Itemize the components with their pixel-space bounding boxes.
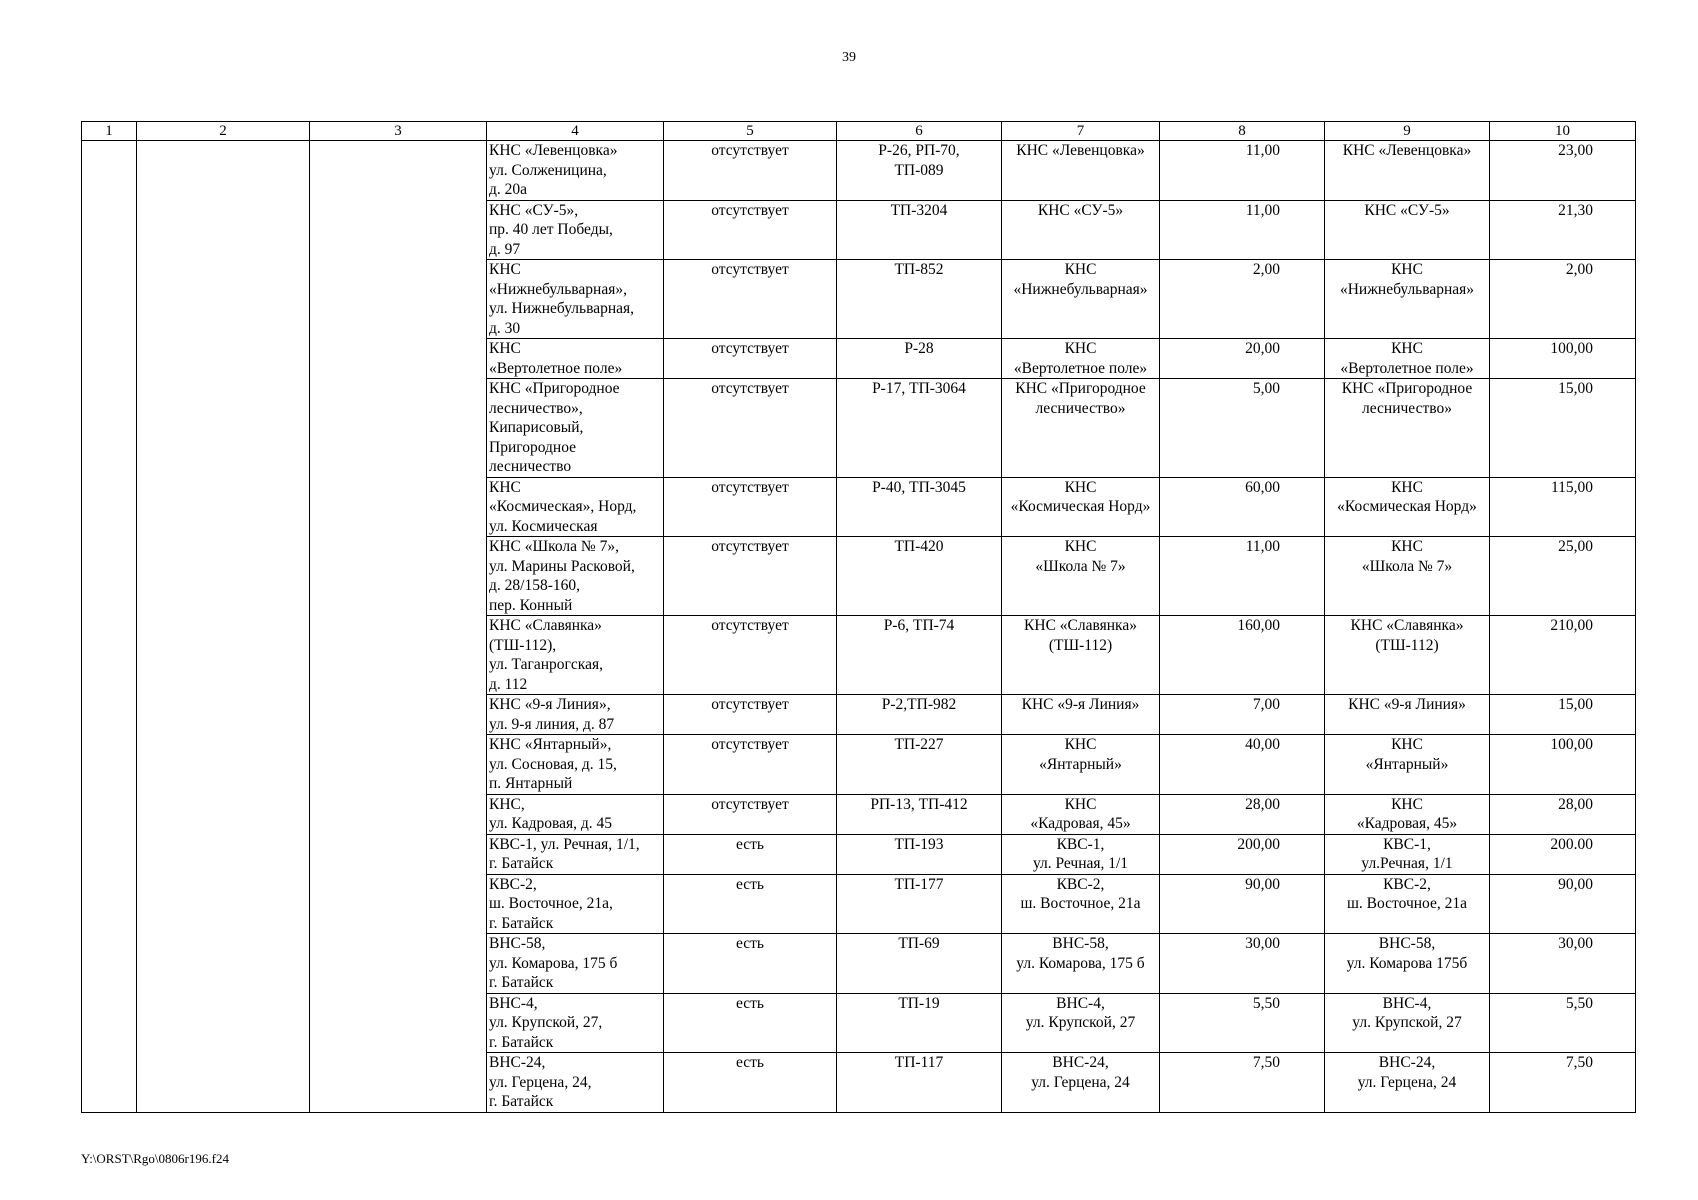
cell-col10: 7,50 bbox=[1490, 1053, 1636, 1113]
cell-col10: 90,00 bbox=[1490, 874, 1636, 934]
cell-line: КНС bbox=[1391, 261, 1423, 278]
cell-line: г. Батайск bbox=[489, 974, 554, 991]
cell-line: д. 28/158-160, bbox=[489, 577, 580, 594]
cell-line: ул. 9-я линия, д. 87 bbox=[489, 715, 615, 733]
cell-line: КНС bbox=[489, 261, 521, 278]
cell-col7 bbox=[1002, 477, 1160, 537]
cell-line: ш. Восточное, 21а bbox=[1347, 895, 1467, 912]
cell-line: «Космическая», Норд, bbox=[489, 498, 637, 515]
cell-col4 bbox=[487, 200, 664, 260]
cell-line: ш. Восточное, 21а, bbox=[489, 895, 613, 912]
cell-col7 bbox=[1002, 834, 1160, 874]
cell-col8: 7,50 bbox=[1160, 1053, 1325, 1113]
cell-line: ТП-227 bbox=[894, 736, 944, 753]
cell-line: КНС «Пригородное bbox=[1341, 380, 1473, 397]
cell-line: Р-26, РП-70, bbox=[878, 142, 960, 159]
cell-line: КВС-1, bbox=[1056, 835, 1105, 853]
cell-line: ВНС-58, bbox=[1378, 935, 1436, 952]
cell-col8: 200,00 bbox=[1160, 834, 1325, 874]
cell-col6 bbox=[837, 874, 1002, 934]
cell-line: КНС bbox=[1064, 736, 1097, 753]
cell-col9 bbox=[1325, 477, 1490, 537]
cell-line: лесничество» bbox=[1035, 399, 1126, 417]
cell-col8: 20,00 bbox=[1160, 339, 1325, 379]
table-body bbox=[82, 141, 1636, 1113]
cell-line: КНС «9-я Линия» bbox=[1348, 696, 1466, 713]
cell-line: г. Батайск bbox=[489, 1033, 554, 1051]
header-row bbox=[82, 122, 1636, 141]
cell-col9 bbox=[1325, 695, 1490, 735]
column-header-1: 1 bbox=[82, 122, 137, 141]
cell-line: ВНС-4, bbox=[489, 994, 538, 1012]
cell-line: ул. Комарова, 175 б bbox=[1016, 954, 1145, 972]
cell-line: Р-17, ТП-3064 bbox=[872, 380, 966, 397]
cell-line: «Вертолетное поле» bbox=[1013, 359, 1148, 377]
cell-col7 bbox=[1002, 616, 1160, 695]
cell-col4 bbox=[487, 141, 664, 201]
cell-col9 bbox=[1325, 339, 1490, 379]
cell-col9 bbox=[1325, 934, 1490, 994]
cell-col10: 200.00 bbox=[1490, 834, 1636, 874]
cell-col9 bbox=[1325, 735, 1490, 795]
cell-line: есть bbox=[736, 1054, 764, 1071]
cell-line: Кипарисовый, bbox=[489, 419, 584, 436]
cell-col6 bbox=[837, 379, 1002, 478]
cell-line: РП-13, ТП-412 bbox=[870, 795, 968, 813]
cell-col7 bbox=[1002, 993, 1160, 1053]
cell-line: «Вертолетное поле» bbox=[1340, 359, 1474, 377]
cell-col10: 25,00 bbox=[1490, 537, 1636, 616]
cell-line: ТП-420 bbox=[894, 538, 944, 555]
cell-line: ул. Герцена, 24 bbox=[1357, 1073, 1457, 1091]
cell-line: ул. Крупской, 27 bbox=[1025, 1014, 1136, 1031]
cell-line: «Нижнебульварная», bbox=[489, 280, 627, 298]
cell-col9 bbox=[1325, 260, 1490, 339]
cell-col6 bbox=[837, 477, 1002, 537]
cell-line: КНС, bbox=[489, 795, 525, 813]
cell-line: п. Янтарный bbox=[489, 775, 573, 792]
cell-col7 bbox=[1002, 141, 1160, 201]
cell-col5 bbox=[664, 260, 837, 339]
cell-col5 bbox=[664, 794, 837, 834]
column-header-10: 10 bbox=[1490, 122, 1636, 141]
cell-line: г. Батайск bbox=[489, 914, 554, 932]
cell-line: «Янтарный» bbox=[1365, 755, 1449, 773]
cell-col6 bbox=[837, 141, 1002, 201]
cell-line: отсутствует bbox=[711, 538, 789, 555]
cell-col7 bbox=[1002, 695, 1160, 735]
cell-line: ул. Солженицина, bbox=[489, 161, 607, 179]
cell-line: лесничество», bbox=[489, 399, 583, 417]
cell-col8: 7,00 bbox=[1160, 695, 1325, 735]
cell-line: КНС bbox=[489, 478, 521, 496]
cell-col4 bbox=[487, 874, 664, 934]
cell-line: «Школа № 7» bbox=[1361, 557, 1453, 575]
cell-col5 bbox=[664, 735, 837, 795]
cell-line: отсутствует bbox=[711, 142, 789, 159]
cell-line: ТП-193 bbox=[894, 835, 944, 853]
cell-col6 bbox=[837, 934, 1002, 994]
cell-line: ул. Космическая bbox=[489, 517, 598, 535]
cell-line: КНС bbox=[1064, 340, 1097, 357]
cell-col5 bbox=[664, 200, 837, 260]
cell-col4 bbox=[487, 834, 664, 874]
cell-col9 bbox=[1325, 379, 1490, 478]
cell-line: ВНС-58, bbox=[1052, 935, 1109, 952]
cell-col10: 21,30 bbox=[1490, 200, 1636, 260]
cell-col7 bbox=[1002, 735, 1160, 795]
cell-col9 bbox=[1325, 1053, 1490, 1113]
cell-line: ул.Речная, 1/1 bbox=[1361, 855, 1453, 872]
cell-col6 bbox=[837, 339, 1002, 379]
cell-line: ул. Комарова, 175 б bbox=[489, 954, 618, 972]
cell-col7 bbox=[1002, 794, 1160, 834]
cell-col4 bbox=[487, 339, 664, 379]
cell-line: КНС «9-я Линия», bbox=[489, 696, 611, 713]
cell-col8: 11,00 bbox=[1160, 141, 1325, 201]
cell-line: отсутствует bbox=[711, 261, 789, 278]
cell-col5 bbox=[664, 339, 837, 379]
cell-line: КНС «Левенцовка» bbox=[1016, 142, 1145, 159]
cell-line: КНС bbox=[1391, 478, 1423, 496]
cell-line: отсутствует bbox=[711, 380, 789, 397]
cell-col8: 28,00 bbox=[1160, 794, 1325, 834]
cell-col6 bbox=[837, 537, 1002, 616]
cell-col4 bbox=[487, 260, 664, 339]
cell-col4 bbox=[487, 537, 664, 616]
cell-line: отсутствует bbox=[711, 736, 789, 753]
cell-line: КНС «Левенцовка» bbox=[1342, 142, 1472, 159]
cell-col7 bbox=[1002, 1053, 1160, 1113]
cell-col5 bbox=[664, 379, 837, 478]
cell-col6 bbox=[837, 993, 1002, 1053]
cell-col8: 5,00 bbox=[1160, 379, 1325, 478]
cell-col7 bbox=[1002, 260, 1160, 339]
cell-line: КНС «СУ-5», bbox=[489, 201, 579, 219]
cell-col4 bbox=[487, 379, 664, 478]
cell-line: КНС «Левенцовка» bbox=[489, 142, 618, 159]
column-header-5: 5 bbox=[664, 122, 837, 141]
cell-line: КНС bbox=[1064, 261, 1097, 278]
cell-col9 bbox=[1325, 794, 1490, 834]
cell-col8: 160,00 bbox=[1160, 616, 1325, 695]
cell-line: КНС bbox=[1391, 795, 1423, 813]
cell-line: д. 20а bbox=[489, 181, 528, 198]
cell-line: отсутствует bbox=[711, 340, 789, 357]
cell-line: (ТШ-112) bbox=[1048, 636, 1113, 654]
page-number: 39 bbox=[842, 50, 856, 65]
cell-col7 bbox=[1002, 200, 1160, 260]
cell-col6 bbox=[837, 735, 1002, 795]
cell-col5 bbox=[664, 616, 837, 695]
cell-line: ул. Марины Расковой, bbox=[489, 557, 635, 575]
cell-col5 bbox=[664, 874, 837, 934]
cell-col10: 100,00 bbox=[1490, 735, 1636, 795]
column-header-9: 9 bbox=[1325, 122, 1490, 141]
cell-line: ул. Кадровая, д. 45 bbox=[489, 815, 612, 832]
cell-line: «Школа № 7» bbox=[1035, 557, 1126, 575]
cell-line: есть bbox=[736, 994, 764, 1012]
cell-line: отсутствует bbox=[711, 696, 789, 713]
cell-col8: 30,00 bbox=[1160, 934, 1325, 994]
cell-col5 bbox=[664, 477, 837, 537]
cell-line: «Янтарный» bbox=[1039, 755, 1122, 773]
column-header-6: 6 bbox=[837, 122, 1002, 141]
cell-line: КНС «Славянка» bbox=[1350, 617, 1464, 634]
cell-col8: 11,00 bbox=[1160, 537, 1325, 616]
cell-line: ул. Крупской, 27 bbox=[1352, 1014, 1462, 1031]
cell-line: отсутствует bbox=[711, 795, 789, 813]
cell-col7 bbox=[1002, 339, 1160, 379]
cell-line: КНС «СУ-5» bbox=[1037, 201, 1124, 219]
cell-col10: 100,00 bbox=[1490, 339, 1636, 379]
footer-file-path: Y:\ORST\Rgo\0806r196.f24 bbox=[81, 1151, 229, 1166]
table-header bbox=[82, 122, 1636, 141]
cell-line: КНС «Славянка» bbox=[489, 617, 602, 634]
cell-line: лесничество» bbox=[1362, 399, 1452, 417]
cell-line: ВНС-4, bbox=[1056, 994, 1105, 1012]
cell-line: отсутствует bbox=[711, 478, 789, 496]
cell-col4 bbox=[487, 794, 664, 834]
cell-line: ТП-19 bbox=[898, 994, 940, 1012]
cell-col5 bbox=[664, 537, 837, 616]
cell-line: Пригородное bbox=[489, 438, 577, 456]
cell-line: ул. Герцена, 24, bbox=[489, 1073, 592, 1091]
cell-line: ВНС-4, bbox=[1382, 994, 1432, 1012]
cell-col10: 115,00 bbox=[1490, 477, 1636, 537]
cell-col5 bbox=[664, 1053, 837, 1113]
cell-col8: 90,00 bbox=[1160, 874, 1325, 934]
cell-line: «Кадровая, 45» bbox=[1356, 815, 1458, 832]
cell-col4 bbox=[487, 695, 664, 735]
cell-line: есть bbox=[736, 875, 764, 893]
cell-line: Р-2,ТП-982 bbox=[881, 696, 957, 713]
cell-col5 bbox=[664, 934, 837, 994]
cell-col10: 5,50 bbox=[1490, 993, 1636, 1053]
cell-line: д. 112 bbox=[489, 675, 528, 693]
cell-line: КНС bbox=[1391, 340, 1423, 357]
cell-col5 bbox=[664, 695, 837, 735]
cell-line: КНС bbox=[1064, 795, 1097, 813]
cell-line: КНС «Славянка» bbox=[1024, 617, 1137, 634]
cell-col6 bbox=[837, 616, 1002, 695]
cell-col5 bbox=[664, 993, 837, 1053]
cell-line: (ТШ-112), bbox=[489, 636, 557, 654]
cell-col9 bbox=[1325, 874, 1490, 934]
empty-cell-col1 bbox=[82, 141, 137, 1113]
cell-line: д. 30 bbox=[489, 319, 521, 337]
cell-line: ул. Речная, 1/1 bbox=[1032, 855, 1129, 872]
column-header-8: 8 bbox=[1160, 122, 1325, 141]
cell-line: ТП-69 bbox=[898, 935, 940, 952]
cell-line: КНС «Школа № 7», bbox=[489, 538, 619, 555]
cell-line: ТП-852 bbox=[894, 261, 944, 278]
cell-line: ТП-177 bbox=[894, 875, 944, 893]
cell-line: ВНС-58, bbox=[489, 935, 546, 952]
cell-col8: 2,00 bbox=[1160, 260, 1325, 339]
cell-col7 bbox=[1002, 934, 1160, 994]
cell-line: лесничество bbox=[489, 458, 572, 475]
cell-col10: 2,00 bbox=[1490, 260, 1636, 339]
cell-line: «Кадровая, 45» bbox=[1030, 815, 1131, 832]
cell-col8: 5,50 bbox=[1160, 993, 1325, 1053]
cell-line: ул. Нижнебульварная, bbox=[489, 300, 635, 317]
cell-line: КНС «9-я Линия» bbox=[1021, 696, 1140, 713]
cell-col4 bbox=[487, 934, 664, 994]
cell-col8: 11,00 bbox=[1160, 200, 1325, 260]
cell-line: ВНС-24, bbox=[1378, 1054, 1436, 1071]
column-header-3: 3 bbox=[310, 122, 487, 141]
cell-line: есть bbox=[736, 935, 764, 952]
cell-line: (ТШ-112) bbox=[1375, 636, 1439, 654]
cell-line: пр. 40 лет Победы, bbox=[489, 221, 613, 238]
cell-line: ВНС-24, bbox=[489, 1054, 546, 1071]
data-table bbox=[81, 121, 1636, 1113]
cell-line: КНС bbox=[1064, 538, 1097, 555]
cell-col9 bbox=[1325, 537, 1490, 616]
cell-col6 bbox=[837, 695, 1002, 735]
cell-line: ул. Крупской, 27, bbox=[489, 1014, 603, 1031]
cell-line: ТП-3204 bbox=[890, 201, 948, 219]
table-row bbox=[82, 141, 1636, 201]
cell-line: КНС «Пригородное bbox=[489, 380, 620, 397]
cell-col8: 40,00 bbox=[1160, 735, 1325, 795]
cell-line: КНС bbox=[1064, 478, 1097, 496]
cell-col10: 15,00 bbox=[1490, 379, 1636, 478]
cell-col4 bbox=[487, 993, 664, 1053]
empty-cell-col3 bbox=[310, 141, 487, 1113]
cell-col6 bbox=[837, 200, 1002, 260]
cell-line: пер. Конный bbox=[489, 596, 573, 614]
cell-col10: 210,00 bbox=[1490, 616, 1636, 695]
cell-line: д. 97 bbox=[489, 240, 521, 258]
cell-col9 bbox=[1325, 200, 1490, 260]
cell-col4 bbox=[487, 1053, 664, 1113]
cell-col5 bbox=[664, 141, 837, 201]
cell-col9 bbox=[1325, 993, 1490, 1053]
cell-col10: 30,00 bbox=[1490, 934, 1636, 994]
cell-line: Р-6, ТП-74 bbox=[883, 617, 955, 634]
cell-line: ул. Герцена, 24 bbox=[1031, 1073, 1130, 1091]
cell-line: «Вертолетное поле» bbox=[489, 359, 623, 377]
cell-col6 bbox=[837, 834, 1002, 874]
cell-line: КНС bbox=[489, 340, 521, 357]
cell-col7 bbox=[1002, 379, 1160, 478]
cell-col8: 60,00 bbox=[1160, 477, 1325, 537]
cell-line: ТП-089 bbox=[894, 161, 944, 179]
empty-cell-col2 bbox=[137, 141, 310, 1113]
cell-line: ул. Комарова 175б bbox=[1346, 954, 1468, 972]
cell-line: КВС-1, bbox=[1383, 835, 1431, 853]
cell-col9 bbox=[1325, 141, 1490, 201]
cell-line: г. Батайск bbox=[489, 1093, 554, 1110]
cell-col7 bbox=[1002, 874, 1160, 934]
cell-col9 bbox=[1325, 834, 1490, 874]
cell-line: ТП-117 bbox=[894, 1054, 944, 1071]
column-header-2: 2 bbox=[137, 122, 310, 141]
cell-line: отсутствует bbox=[711, 201, 789, 219]
cell-line: «Космическая Норд» bbox=[1010, 498, 1151, 515]
cell-line: Р-40, ТП-3045 bbox=[872, 478, 966, 496]
cell-line: «Космическая Норд» bbox=[1337, 498, 1477, 515]
cell-line: отсутствует bbox=[711, 617, 789, 634]
column-header-7: 7 bbox=[1002, 122, 1160, 141]
cell-col10: 15,00 bbox=[1490, 695, 1636, 735]
cell-col6 bbox=[837, 260, 1002, 339]
cell-col10: 23,00 bbox=[1490, 141, 1636, 201]
cell-col6 bbox=[837, 1053, 1002, 1113]
cell-line: КНС «СУ-5» bbox=[1364, 201, 1450, 219]
cell-line: «Нижнебульварная» bbox=[1013, 280, 1148, 298]
cell-col4 bbox=[487, 735, 664, 795]
cell-line: КНС «Янтарный», bbox=[489, 736, 612, 753]
cell-col5 bbox=[664, 834, 837, 874]
cell-line: ш. Восточное, 21а bbox=[1020, 895, 1141, 912]
cell-line: КНС «Пригородное bbox=[1015, 380, 1146, 397]
cell-col10: 28,00 bbox=[1490, 794, 1636, 834]
cell-line: КВС-1, ул. Речная, 1/1, bbox=[489, 835, 640, 853]
cell-col4 bbox=[487, 616, 664, 695]
cell-line: ул. Сосновая, д. 15, bbox=[489, 755, 617, 773]
cell-line: Р-28 bbox=[904, 340, 934, 357]
column-header-4: 4 bbox=[487, 122, 664, 141]
cell-line: КВС-2, bbox=[1383, 875, 1431, 893]
cell-line: «Нижнебульварная» bbox=[1339, 280, 1475, 298]
cell-line: КНС bbox=[1391, 736, 1423, 753]
cell-col4 bbox=[487, 477, 664, 537]
cell-line: г. Батайск bbox=[489, 855, 554, 872]
cell-line: ул. Таганрогская, bbox=[489, 656, 603, 673]
cell-col6 bbox=[837, 794, 1002, 834]
cell-line: есть bbox=[736, 835, 764, 853]
cell-col7 bbox=[1002, 537, 1160, 616]
cell-line: ВНС-24, bbox=[1052, 1054, 1109, 1071]
cell-line: КВС-2, bbox=[489, 875, 537, 893]
cell-col9 bbox=[1325, 616, 1490, 695]
cell-line: КВС-2, bbox=[1056, 875, 1105, 893]
cell-line: КНС bbox=[1391, 538, 1423, 555]
